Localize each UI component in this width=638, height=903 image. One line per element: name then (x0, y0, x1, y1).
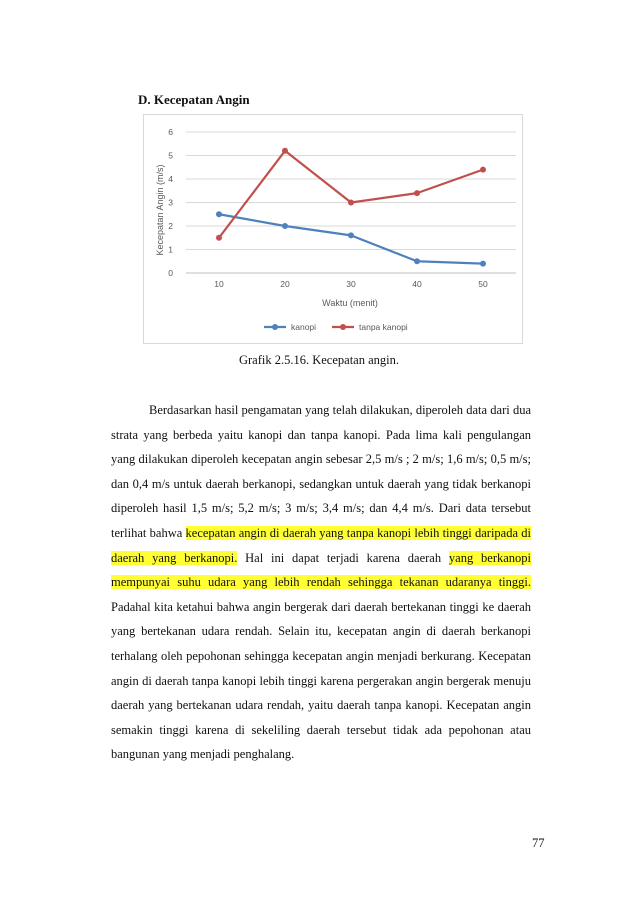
highlighted-text-1: kecepatan angin di daerah yang tanpa kanopi lebih tinggi daripada di daerah yang berkanopi. (111, 525, 531, 565)
paragraph-text-2: Hal ini dapat terjadi karena daerah (237, 550, 449, 565)
series-line-1 (219, 214, 483, 263)
x-tick-label: 40 (412, 279, 422, 289)
x-tick-label: 20 (280, 279, 290, 289)
figure-caption: Grafik 2.5.16. Kecepatan angin. (238, 353, 399, 367)
data-point (282, 223, 288, 229)
y-tick-label: 0 (168, 268, 173, 278)
y-tick-label: 4 (168, 174, 173, 184)
data-point (216, 211, 222, 217)
y-axis-label: Kecepatan Angin (m/s) (155, 164, 165, 256)
x-tick-label: 50 (478, 279, 488, 289)
chart-svg (144, 115, 522, 343)
data-point (414, 190, 420, 196)
data-point (348, 200, 354, 206)
legend-marker (272, 324, 278, 330)
y-tick-label: 6 (168, 127, 173, 137)
y-tick-label: 2 (168, 221, 173, 231)
x-tick-label: 30 (346, 279, 356, 289)
data-point (480, 261, 486, 267)
x-axis-label: Waktu (menit) (322, 298, 378, 308)
legend-label: kanopi (291, 322, 317, 332)
data-point (414, 258, 420, 264)
x-tick-label: 10 (214, 279, 224, 289)
highlighted-text-2: yang berkanopi mempunyai suhu udara yang lebih rendah sehingga tekanan udaranya tinggi. (111, 550, 532, 590)
body-paragraph (111, 398, 531, 767)
y-tick-label: 3 (168, 197, 173, 208)
page-number: 77 (532, 836, 545, 850)
section-heading: D. Kecepatan Angin (138, 92, 250, 107)
wind-speed-chart (143, 114, 523, 344)
y-tick-label: 5 (168, 150, 173, 161)
legend-label: tanpa kanopi (359, 322, 408, 332)
data-point (216, 235, 222, 241)
legend-marker (340, 324, 346, 330)
series-line-2 (219, 151, 483, 238)
paragraph-text-1: Berdasarkan hasil pengamatan yang telah dilakukan, diperoleh data dari dua strata yang berbeda yaitu kanopi dan tanpa kanopi. Pada lima kali pengulangan yang dilakukan diperoleh kecepatan angin sebesar 2,5 m/s ; 2 m/s; 1,6 m/s; 0,5 m/s; dan 0,4 m/s untuk daerah berkanopi, sedangkan untuk daerah yang tidak berkanopi diperoleh hasil 1,5 m/s; 5,2 m/s; 3 m/s; 3,4 m/s; dan 4,4 m/s. Dari data tersebut terlihat bahwa (111, 403, 531, 540)
paragraph-text-3: Padahal kita ketahui bahwa angin bergerak dari daerah bertekanan tinggi ke daerah yang bertekanan udara rendah. Selain itu, kecepatan angin di daerah berkanopi terhalang oleh pepohonan sehingga kecepatan angin menjadi berkurang. Kecepatan angin di daerah tanpa kanopi lebih tinggi karena pergerakan angin bergerak menuju daerah yang bertekanan udara rendah, yaitu daerah tanpa kanopi. Kecepatan angin semakin tinggi karena di sekeliling daerah tersebut tidak ada pepohonan atau bangunan yang menjadi penghalang. (111, 599, 531, 762)
data-point (480, 167, 486, 173)
data-point (282, 148, 288, 154)
y-tick-label: 1 (168, 244, 173, 255)
data-point (348, 232, 354, 238)
